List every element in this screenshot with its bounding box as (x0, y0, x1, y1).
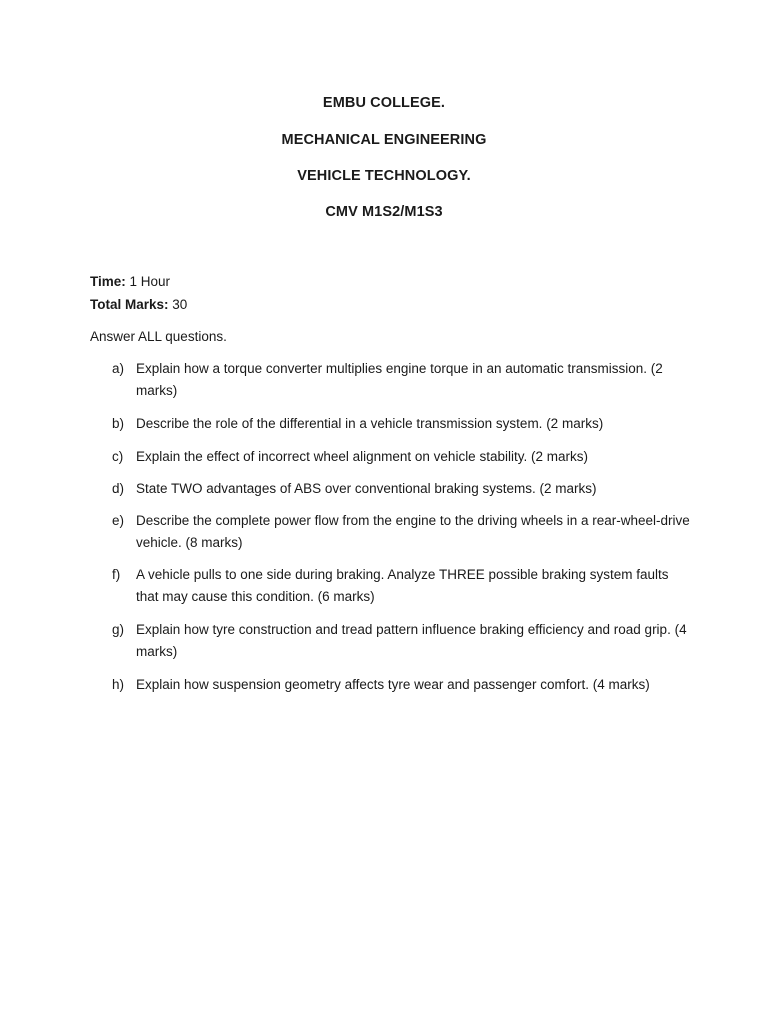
question-label: f) (112, 567, 121, 582)
question-text: Explain the effect of incorrect wheel alignment on vehicle stability. (2 marks) (136, 449, 588, 464)
question-item (112, 564, 692, 608)
question-text: Explain how suspension geometry affects tyre wear and passenger comfort. (4 marks) (136, 677, 650, 692)
question-text: A vehicle pulls to one side during braking. Analyze THREE possible braking system faults that may cause this condition. (6 marks) (136, 567, 669, 604)
question-item (112, 510, 692, 554)
time-label: Time: (90, 274, 126, 289)
question-label: g) (112, 622, 125, 637)
question-label: a) (112, 361, 125, 376)
total-marks-line (90, 297, 187, 312)
question-label: d) (112, 481, 125, 496)
question-item (112, 478, 692, 500)
question-item (112, 358, 692, 402)
question-label: h) (112, 677, 125, 692)
question-text: Explain how tyre construction and tread pattern influence braking efficiency and road grip. (4 marks) (136, 622, 687, 659)
question-label: c) (112, 449, 124, 464)
question-label: b) (112, 416, 125, 431)
total-marks-value: 30 (168, 297, 188, 312)
question-item (112, 446, 692, 468)
total-marks-label: Total Marks: (90, 297, 169, 312)
question-text: Describe the complete power flow from the engine to the driving wheels in a rear-wheel-drive vehicle. (8 marks) (136, 513, 690, 550)
instruction-text: Answer ALL questions. (90, 329, 227, 344)
question-item (112, 413, 692, 435)
question-text: State TWO advantages of ABS over conventional braking systems. (2 marks) (136, 481, 597, 496)
question-label: e) (112, 513, 125, 528)
course-code: CMV M1S2/M1S3 (325, 204, 443, 220)
question-text: Describe the role of the differential in a vehicle transmission system. (2 marks) (136, 416, 604, 431)
time-line (90, 274, 170, 289)
question-item (112, 674, 692, 696)
subject-title: VEHICLE TECHNOLOGY. (297, 168, 471, 184)
question-text: Explain how a torque converter multiplies engine torque in an automatic transmission. (2 marks) (136, 361, 663, 398)
time-value: 1 Hour (125, 274, 171, 289)
department-title: MECHANICAL ENGINEERING (281, 132, 487, 148)
college-title: EMBU COLLEGE. (322, 95, 446, 111)
question-item (112, 619, 692, 663)
